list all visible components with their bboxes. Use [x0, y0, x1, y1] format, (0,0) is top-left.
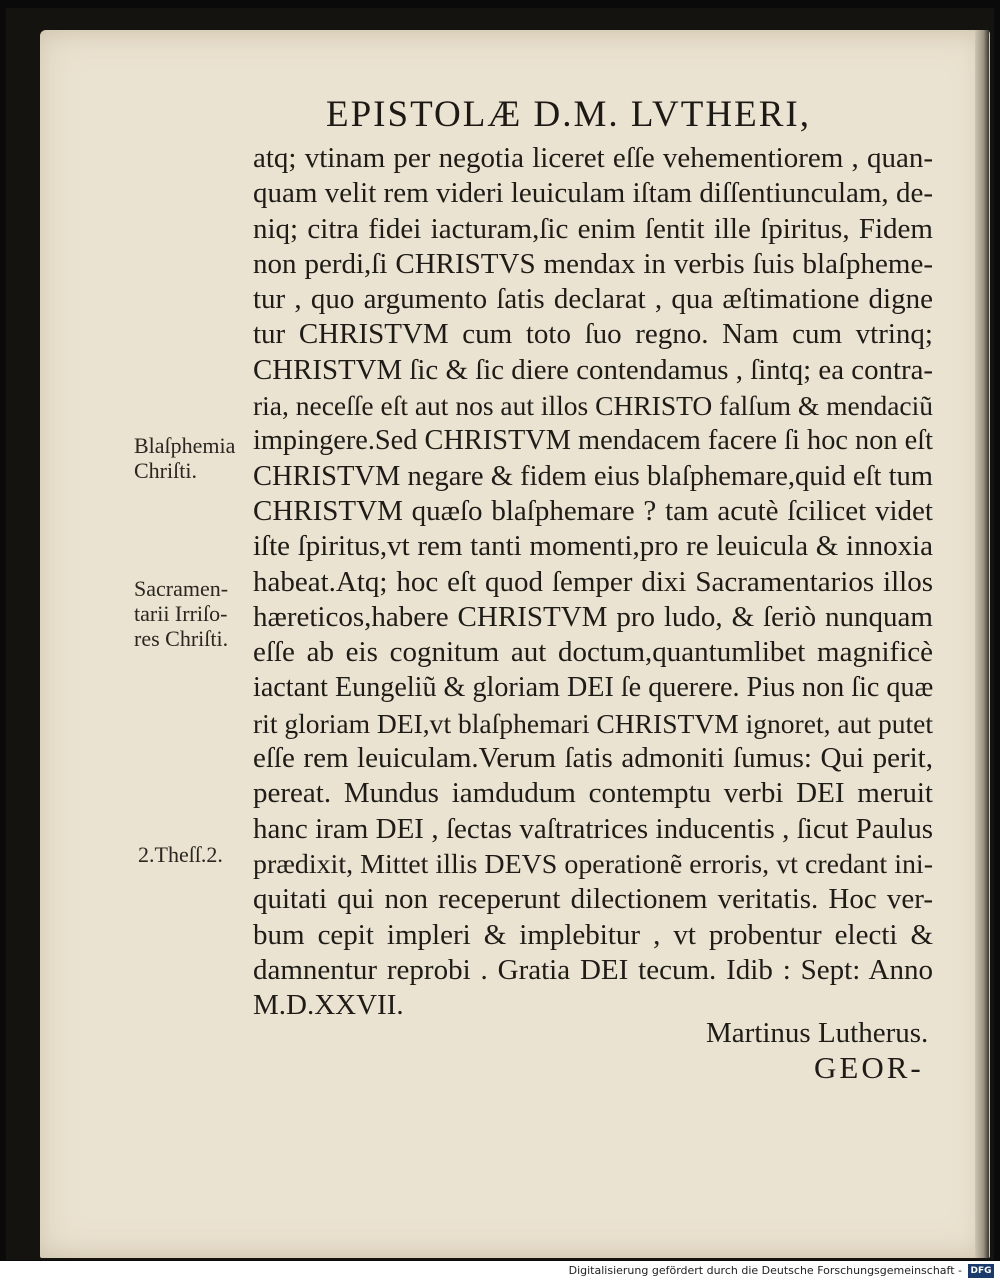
text-line: non perdi,ſi CHRISTVS mendax in verbis ſuis blaſpheme- — [253, 247, 933, 280]
text-line: prædixit, Mittet illis DEVS operationẽ erroris, vt credant ini- — [253, 848, 933, 880]
text-line: ria, neceſſe eſt aut nos aut illos CHRISTO falſum & mendaciũ — [253, 390, 933, 422]
text-line: rit gloriam DEI,vt blaſphemari CHRISTVM ignoret, aut putet — [253, 707, 933, 739]
signature: Martinus Lutherus. — [706, 1017, 929, 1049]
margin-note-line: Chriſti. — [134, 458, 197, 483]
text-line: eſſe ab eis cognitum aut doctum,quantumlibet magnificè — [253, 636, 933, 669]
footer-bar — [0, 1261, 1000, 1281]
text-line: hæreticos,habere CHRISTVM pro ludo, & ſeriò nunquam — [253, 600, 933, 633]
text-line: iactant Eungeliũ & gloriam DEI ſe querere. Pius non ſic quæ — [253, 672, 934, 704]
margin-note-sacramentarii — [134, 576, 228, 651]
margin-note-thess — [138, 842, 223, 867]
margin-note-line: Blaſphemia — [134, 433, 236, 458]
running-head: EPISTOLÆ D.M. LVTHERI, — [326, 94, 811, 135]
margin-note-line: tarii Irriſo- — [134, 601, 228, 626]
text-line: CHRISTVM negare & fidem eius blaſphemare,quid eſt tum — [253, 460, 933, 492]
text-line: tur , quo argumento ſatis declarat , qua æſtimatione digne — [253, 283, 933, 316]
text-line: hanc iram DEI , ſectas vaſtratrices inducentis , ſicut Paulus — [253, 812, 933, 845]
dfg-logo-icon: DFG — [968, 1264, 994, 1278]
body-text — [253, 141, 933, 1023]
text-line: CHRISTVM ſic & ſic diere contendamus , ſintq; ea contra- — [253, 353, 933, 386]
text-line: impingere.Sed CHRISTVM mendacem facere ſi hoc non eſt — [253, 425, 933, 457]
catchword: GEOR- — [814, 1050, 924, 1085]
text-line: pereat. Mundus iamdudum contemptu verbi DEI meruit — [253, 777, 933, 810]
text-line: quam velit rem videri leuiculam iſtam diſſentiunculam, de- — [253, 177, 933, 210]
text-line: atq; vtinam per negotia liceret eſſe vehementiorem , quan- — [253, 142, 933, 174]
text-line: quitati qui non receperunt dilectionem veritatis. Hoc ver- — [253, 883, 933, 916]
text-line: bum cepit impleri & implebitur , vt probentur electi & — [253, 918, 933, 951]
text-line: niq; citra fidei iacturam,ſic enim ſentit ille ſpiritus, Fidem — [253, 212, 933, 245]
margin-note-line: Sacramen- — [134, 576, 229, 601]
margin-note-line: 2.Theſſ.2. — [138, 842, 223, 867]
text-line: tur CHRISTVM cum toto ſuo regno. Nam cum vtrinq; — [253, 318, 933, 351]
text-line: eſſe rem leuiculam.Verum ſatis admoniti ſumus: Qui perit, — [253, 742, 933, 775]
margin-note-line: res Chriſti. — [134, 626, 229, 651]
text-line: damnentur reprobi . Gratia DEI tecum. Idib : Sept: Anno — [253, 953, 933, 986]
footer-credit: Digitalisierung gefördert durch die Deutsche Forschungsgemeinschaft - — [568, 1264, 962, 1277]
margin-note-blasphemia — [134, 433, 235, 483]
page-edge — [975, 30, 989, 1258]
text-line: iſte ſpiritus,vt rem tanti momenti,pro re leuicula & innoxia — [253, 530, 933, 563]
text-line: habeat.Atq; hoc eſt quod ſemper dixi Sacramentarios illos — [253, 565, 933, 598]
text-line: CHRISTVM quæſo blaſphemare ? tam acutè ſcilicet videt — [253, 494, 933, 527]
text-line-date: M.D.XXVII. — [253, 989, 404, 1022]
